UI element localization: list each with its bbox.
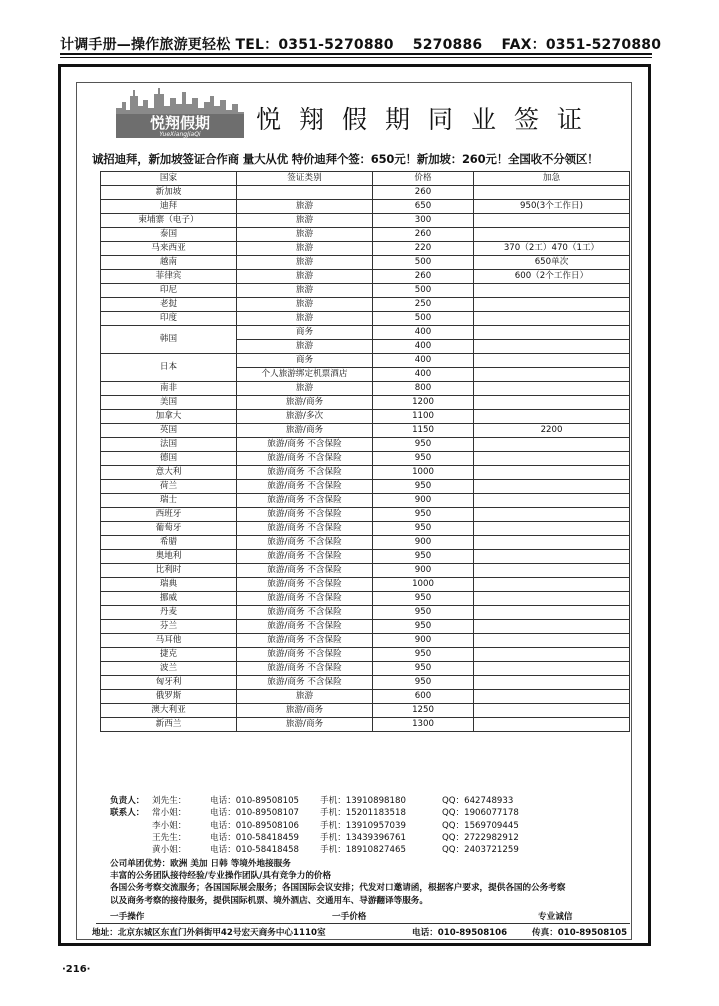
cell-price: 400 (373, 368, 474, 382)
col-visa-type: 签证类别 (237, 172, 373, 186)
contact-mobile: 手机：13439396761 (320, 832, 406, 843)
cell-rush (474, 452, 630, 466)
cell-price: 1300 (373, 718, 474, 732)
cell-type: 旅游/商务 不含保险 (237, 648, 373, 662)
cell-rush (474, 690, 630, 704)
col-rush: 加急 (474, 172, 630, 186)
cell-type: 旅游 (237, 270, 373, 284)
table-row (101, 550, 630, 564)
table-row (101, 312, 630, 326)
cell-price: 950 (373, 592, 474, 606)
cell-country: 新加坡 (101, 186, 237, 200)
cell-price: 260 (373, 186, 474, 200)
cell-country: 日本 (101, 354, 237, 382)
brand-logo (116, 86, 244, 138)
table-row (101, 452, 630, 466)
cell-price: 500 (373, 312, 474, 326)
contact-row (110, 820, 630, 832)
cell-price: 950 (373, 676, 474, 690)
cell-price: 1100 (373, 410, 474, 424)
advantages-block (110, 858, 630, 907)
contact-tel: 电话：010-58418458 (210, 845, 300, 856)
cell-rush (474, 620, 630, 634)
cell-type: 旅游/商务 (237, 704, 373, 718)
cell-price: 950 (373, 662, 474, 676)
cell-rush (474, 284, 630, 298)
table-header-row (101, 172, 630, 186)
cell-price: 1250 (373, 704, 474, 718)
cell-rush (474, 634, 630, 648)
cell-type (237, 186, 373, 200)
cell-rush (474, 214, 630, 228)
cell-country: 瑞典 (101, 578, 237, 592)
cell-rush (474, 550, 630, 564)
contact-name: 刘先生： (152, 796, 187, 806)
cell-price: 220 (373, 242, 474, 256)
cell-type: 旅游 (237, 242, 373, 256)
cell-type: 旅游/商务 不含保险 (237, 592, 373, 606)
cell-price: 1000 (373, 466, 474, 480)
cell-rush (474, 382, 630, 396)
header-slogan: 计调手册—操作旅游更轻松 (60, 37, 231, 53)
cell-type: 商务 (237, 354, 373, 368)
table-body-asia (101, 186, 630, 326)
cell-rush (474, 648, 630, 662)
slogan-right: 专业诚信 (538, 912, 573, 922)
table-row (101, 438, 630, 452)
table-row (101, 592, 630, 606)
col-price: 价格 (373, 172, 474, 186)
cell-type: 旅游 (237, 284, 373, 298)
contact-mobile: 手机：13910957039 (320, 820, 406, 831)
cell-country: 葡萄牙 (101, 522, 237, 536)
cell-price: 500 (373, 284, 474, 298)
table-row (101, 690, 630, 704)
footer-tel: 电话：010-89508106 (412, 928, 508, 938)
slogan-middle: 一手价格 (332, 912, 367, 922)
cell-rush (474, 606, 630, 620)
contact-name: 王先生： (152, 832, 187, 843)
cell-type: 旅游/商务 不含保险 (237, 620, 373, 634)
slogans-row (110, 910, 630, 923)
cell-rush (474, 480, 630, 494)
cell-type: 旅游/商务 不含保险 (237, 536, 373, 550)
contact-tel: 电话：010-89508106 (210, 820, 300, 831)
cell-price: 300 (373, 214, 474, 228)
table-row (101, 480, 630, 494)
cell-type: 旅游/商务 不含保险 (237, 494, 373, 508)
cell-rush (474, 718, 630, 732)
cell-country: 波兰 (101, 662, 237, 676)
cell-type: 旅游 (237, 214, 373, 228)
table-row (101, 284, 630, 298)
adv-line: 公司单团优势：欧洲 美加 日韩 等境外地接服务 (110, 859, 291, 869)
cell-country: 菲律宾 (101, 270, 237, 284)
table-row (101, 256, 630, 270)
cell-rush (474, 676, 630, 690)
cell-country: 韩国 (101, 326, 237, 354)
footer-fax: 传真：010-89508105 (532, 928, 628, 938)
cell-type: 旅游/商务 不含保险 (237, 522, 373, 536)
adv-line: 丰富的公务团队接待经验/专业操作团队/具有竞争力的价格 (110, 871, 332, 882)
cell-type: 旅游 (237, 340, 373, 354)
cell-country: 迪拜 (101, 200, 237, 214)
table-row (101, 186, 630, 200)
cell-country: 挪威 (101, 592, 237, 606)
cell-country: 新西兰 (101, 718, 237, 732)
promo-banner: 诚招迪拜，新加坡签证合作商 量大从优 特价迪拜个签：650元！新加坡：260元！全国收不分领区！ (92, 152, 599, 166)
cell-country: 德国 (101, 452, 237, 466)
contact-mobile: 手机：15201183518 (320, 808, 406, 819)
contact-role: 联系人： (110, 808, 145, 819)
cell-type: 旅游/商务 不含保险 (237, 508, 373, 522)
cell-price: 1150 (373, 424, 474, 438)
cell-price: 950 (373, 648, 474, 662)
page-number: ·216· (62, 964, 91, 975)
brand-title: 悦翔假期同业签证 (256, 105, 601, 134)
cell-price: 1200 (373, 396, 474, 410)
cell-price: 900 (373, 536, 474, 550)
contact-qq: QQ：1906077178 (442, 808, 519, 819)
cell-type: 旅游 (237, 382, 373, 396)
cell-rush (474, 340, 630, 354)
cell-rush (474, 298, 630, 312)
contact-qq: QQ：2722982912 (442, 832, 519, 843)
table-row (101, 326, 630, 340)
logo-pinyin: YueXiangJiaQi (159, 131, 201, 138)
cell-rush (474, 396, 630, 410)
cell-price: 400 (373, 326, 474, 340)
cell-country: 芬兰 (101, 620, 237, 634)
cell-rush (474, 704, 630, 718)
cell-price: 950 (373, 550, 474, 564)
cell-rush (474, 368, 630, 382)
table-row (101, 270, 630, 284)
cell-country: 印尼 (101, 284, 237, 298)
cell-country: 澳大利亚 (101, 704, 237, 718)
cell-country: 老挝 (101, 298, 237, 312)
cell-type: 旅游 (237, 228, 373, 242)
contact-role: 负责人： (110, 796, 145, 806)
cell-type: 旅游 (237, 690, 373, 704)
cell-rush: 950(3个工作日) (474, 200, 630, 214)
cell-country: 南非 (101, 382, 237, 396)
cell-rush: 370（2工）470（1工） (474, 242, 630, 256)
table-row (101, 564, 630, 578)
table-row (101, 242, 630, 256)
contact-tel: 电话：010-58418459 (210, 832, 300, 843)
cell-rush: 650单次 (474, 256, 630, 270)
cell-price: 950 (373, 438, 474, 452)
cell-price: 400 (373, 354, 474, 368)
cell-rush (474, 494, 630, 508)
footer-address: 地址：北京东城区东直门外斜街甲42号宏天商务中心1110室 (92, 928, 326, 938)
cell-rush (474, 508, 630, 522)
cell-country: 美国 (101, 396, 237, 410)
cell-country: 印度 (101, 312, 237, 326)
cell-country: 荷兰 (101, 480, 237, 494)
header-tel2: 5270886 (412, 37, 483, 53)
cell-rush (474, 466, 630, 480)
table-row (101, 354, 630, 368)
cell-country: 泰国 (101, 228, 237, 242)
table-row (101, 522, 630, 536)
header-rule-thin (60, 57, 652, 58)
cell-price: 950 (373, 606, 474, 620)
adv-line: 以及商务考察的接待服务，提供国际机票、境外酒店、交通用车、导游翻译等服务。 (110, 895, 428, 906)
cell-country: 柬埔寨（电子） (101, 214, 237, 228)
contacts-block (110, 795, 630, 856)
cell-country: 瑞士 (101, 494, 237, 508)
cell-price: 260 (373, 228, 474, 242)
cell-type: 旅游/商务 不含保险 (237, 480, 373, 494)
cell-country: 比利时 (101, 564, 237, 578)
cell-country: 法国 (101, 438, 237, 452)
cell-country: 马耳他 (101, 634, 237, 648)
cell-type: 旅游/商务 不含保险 (237, 606, 373, 620)
cell-rush (474, 228, 630, 242)
table-row (101, 704, 630, 718)
cell-rush (474, 186, 630, 200)
cell-price: 400 (373, 340, 474, 354)
logo-text: 悦翔假期 (149, 114, 211, 132)
cell-rush (474, 536, 630, 550)
cell-rush (474, 438, 630, 452)
cell-country: 加拿大 (101, 410, 237, 424)
cell-price: 1000 (373, 578, 474, 592)
cell-country: 奥地利 (101, 550, 237, 564)
table-row (101, 494, 630, 508)
cell-type: 旅游 (237, 312, 373, 326)
cell-price: 950 (373, 508, 474, 522)
cell-country: 匈牙利 (101, 676, 237, 690)
cell-price: 950 (373, 480, 474, 494)
table-row (101, 620, 630, 634)
cell-rush (474, 326, 630, 340)
cell-price: 900 (373, 634, 474, 648)
cell-price: 950 (373, 620, 474, 634)
cell-country: 马来西亚 (101, 242, 237, 256)
cell-country: 英国 (101, 424, 237, 438)
cell-price: 900 (373, 494, 474, 508)
cell-country: 西班牙 (101, 508, 237, 522)
contact-qq: QQ：1569709445 (442, 820, 519, 831)
cell-type: 旅游/商务 不含保险 (237, 564, 373, 578)
table-row (101, 200, 630, 214)
contact-tel: 电话：010-89508107 (210, 808, 300, 819)
cell-price: 600 (373, 690, 474, 704)
table-row (101, 396, 630, 410)
cell-country: 捷克 (101, 648, 237, 662)
contact-name: 黄小姐： (152, 845, 187, 856)
cell-type: 商务 (237, 326, 373, 340)
cell-country: 意大利 (101, 466, 237, 480)
cell-type: 旅游/商务 不含保险 (237, 676, 373, 690)
table-row (101, 648, 630, 662)
cell-price: 950 (373, 522, 474, 536)
cell-type: 旅游/商务 不含保险 (237, 452, 373, 466)
contact-qq: QQ：2403721259 (442, 845, 519, 856)
contact-mobile: 手机：13910898180 (320, 796, 406, 806)
contact-name: 李小姐： (152, 820, 187, 831)
cell-type: 旅游/商务 (237, 718, 373, 732)
cell-rush (474, 662, 630, 676)
table-body-kr-jp (101, 326, 630, 382)
cell-type: 旅游/商务 (237, 424, 373, 438)
cell-rush (474, 578, 630, 592)
cell-price: 500 (373, 256, 474, 270)
cell-country: 丹麦 (101, 606, 237, 620)
cell-type: 旅游 (237, 200, 373, 214)
cell-type: 旅游/商务 (237, 396, 373, 410)
cell-type: 旅游/多次 (237, 410, 373, 424)
cell-type: 旅游/商务 不含保险 (237, 466, 373, 480)
table-row (101, 424, 630, 438)
cell-country: 俄罗斯 (101, 690, 237, 704)
table-row (101, 718, 630, 732)
contact-row (110, 832, 630, 844)
cell-type: 旅游/商务 不含保险 (237, 550, 373, 564)
footer (92, 926, 632, 940)
cell-rush (474, 564, 630, 578)
contact-row (110, 795, 630, 807)
cell-rush (474, 410, 630, 424)
cell-price: 650 (373, 200, 474, 214)
table-row (101, 298, 630, 312)
table-row (101, 228, 630, 242)
table-row (101, 662, 630, 676)
contact-row (110, 807, 630, 819)
contact-name: 常小姐： (152, 808, 187, 819)
contact-qq: QQ：642748933 (442, 796, 514, 806)
table-row (101, 578, 630, 592)
cell-rush (474, 592, 630, 606)
cell-type: 个人旅游绑定机票酒店 (237, 368, 373, 382)
footer-rule (96, 923, 630, 924)
table-row (101, 410, 630, 424)
header-rule (60, 53, 652, 55)
cell-type: 旅游/商务 不含保险 (237, 634, 373, 648)
table-row (101, 214, 630, 228)
cell-price: 950 (373, 452, 474, 466)
cell-type: 旅游/商务 不含保险 (237, 578, 373, 592)
cell-country: 越南 (101, 256, 237, 270)
contact-tel: 电话：010-89508105 (210, 796, 300, 806)
table-row (101, 466, 630, 480)
visa-price-table (100, 171, 630, 732)
cell-rush (474, 312, 630, 326)
cell-country: 希腊 (101, 536, 237, 550)
cell-type: 旅游/商务 不含保险 (237, 438, 373, 452)
contact-row (110, 844, 630, 856)
cell-price: 900 (373, 564, 474, 578)
cell-price: 800 (373, 382, 474, 396)
table-row (101, 606, 630, 620)
adv-line: 各国公务考察交流服务；各国国际展会服务；各国国际会议安排；代发对口邀请函，根据客户要求，提供各国的公务考察 (110, 883, 566, 894)
contact-mobile: 手机：18910827465 (320, 845, 406, 856)
table-row (101, 508, 630, 522)
table-row (101, 382, 630, 396)
cell-type: 旅游 (237, 256, 373, 270)
table-body-others (101, 382, 630, 732)
cell-price: 260 (373, 270, 474, 284)
col-country: 国家 (101, 172, 237, 186)
cell-type: 旅游/商务 不含保险 (237, 662, 373, 676)
cell-price: 250 (373, 298, 474, 312)
cell-rush (474, 522, 630, 536)
cell-rush: 2200 (474, 424, 630, 438)
table-row (101, 536, 630, 550)
slogan-left: 一手操作 (110, 912, 145, 922)
header-fax: FAX：0351-5270880 (501, 37, 662, 53)
cell-rush (474, 354, 630, 368)
header-tel: TEL：0351-5270880 (235, 37, 394, 53)
cell-rush: 600（2个工作日） (474, 270, 630, 284)
cell-type: 旅游 (237, 298, 373, 312)
table-row (101, 676, 630, 690)
table-row (101, 634, 630, 648)
